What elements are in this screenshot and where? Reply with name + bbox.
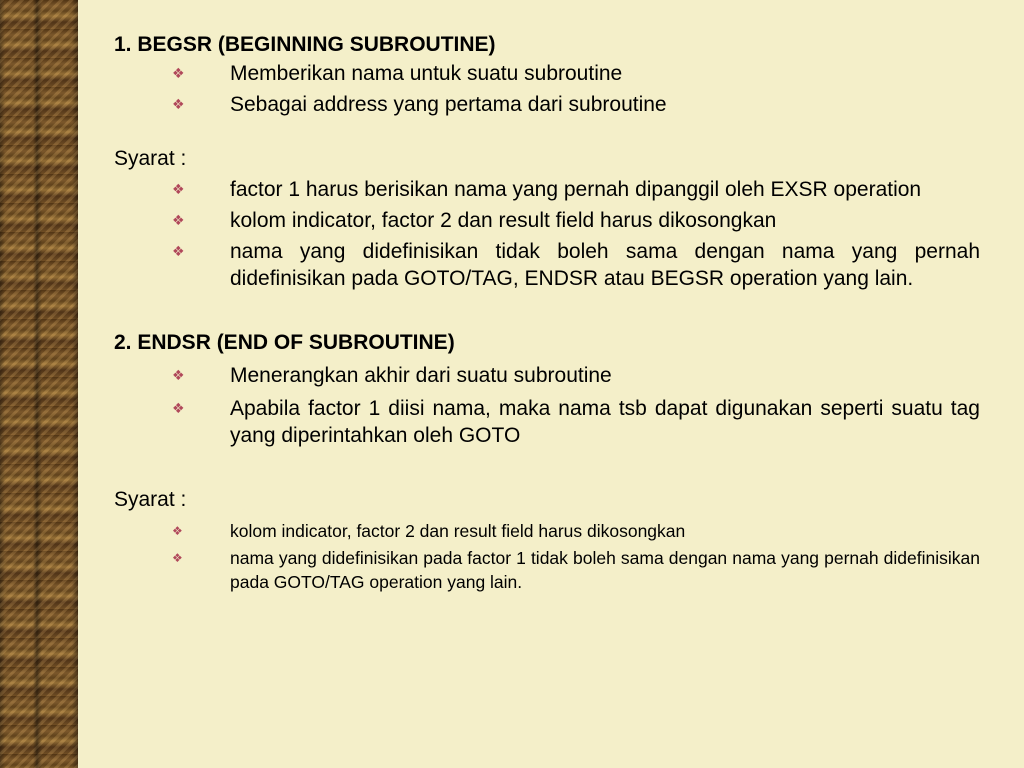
section2-title: 2. ENDSR (END OF SUBROUTINE) — [114, 331, 455, 354]
diamond-bullet-icon: ❖ — [172, 96, 185, 112]
diamond-bullet-icon: ❖ — [172, 181, 185, 197]
list-item: ❖ Sebagai address yang pertama dari subroutine — [172, 93, 667, 116]
slide-content — [114, 32, 980, 594]
list-item: ❖ kolom indicator, factor 2 dan result field harus dikosongkan — [172, 209, 777, 232]
list-item: ❖ kolom indicator, factor 2 dan result field harus dikosongkan — [172, 521, 686, 541]
list-item: ❖ factor 1 harus berisikan nama yang pernah dipanggil oleh EXSR operation — [172, 178, 922, 201]
section2-syarat-label: Syarat : — [114, 488, 187, 511]
wood-border-decoration — [0, 0, 78, 768]
section1-title: 1. BEGSR (BEGINNING SUBROUTINE) — [114, 33, 496, 56]
section1-syarat-label: Syarat : — [114, 147, 187, 170]
list-item: ❖ nama yang didefinisikan pada factor 1 tidak boleh sama dengan nama yang pernah didefinisikan pada GOTO/TAG operation yang lain. — [172, 548, 980, 592]
diamond-bullet-icon: ❖ — [172, 212, 185, 228]
section2-list — [114, 362, 980, 449]
diamond-bullet-icon: ❖ — [172, 524, 183, 538]
diamond-bullet-icon: ❖ — [172, 243, 185, 259]
list-item: ❖ Memberikan nama untuk suatu subroutine — [172, 62, 623, 85]
diamond-bullet-icon: ❖ — [172, 551, 183, 565]
section1-syarat-list — [114, 176, 980, 292]
list-item: ❖ Menerangkan akhir dari suatu subroutine — [172, 364, 612, 387]
diamond-bullet-icon: ❖ — [172, 400, 185, 416]
diamond-bullet-icon: ❖ — [172, 65, 185, 81]
section2-syarat-list — [114, 519, 980, 594]
list-item: ❖ nama yang didefinisikan tidak boleh sama dengan nama yang pernah didefinisikan pada GOTO/TAG, ENDSR atau BEGSR operation yang lain. — [172, 240, 980, 290]
list-item: ❖ Apabila factor 1 diisi nama, maka nama tsb dapat digunakan seperti suatu tag yang diperintahkan oleh GOTO — [172, 397, 980, 447]
section1-list — [114, 60, 980, 118]
diamond-bullet-icon: ❖ — [172, 367, 185, 383]
